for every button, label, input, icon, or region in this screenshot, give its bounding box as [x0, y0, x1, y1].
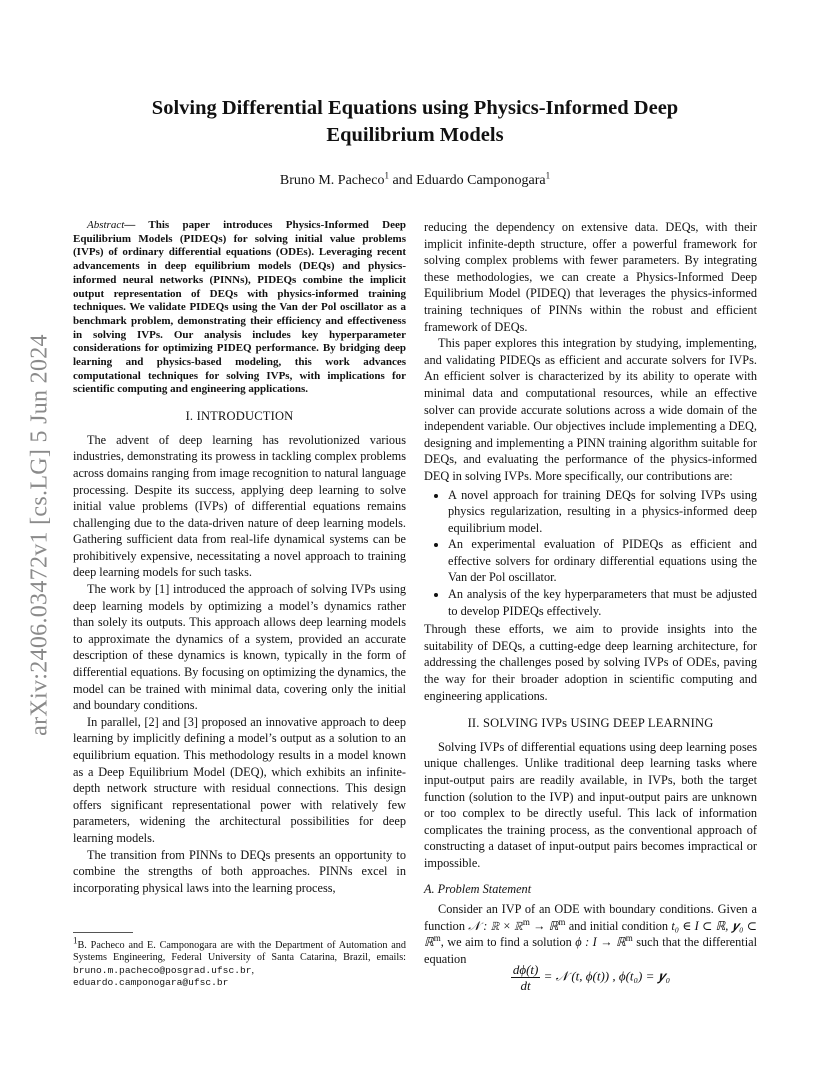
paragraph: This paper explores this integration by studying, implementing, and validating PIDEQs as efficient and accurate solvers for IVPs. An efficient solver is characterized by its ability to operate with minimal data and computational resources, while an effective solver can provide accurate solutions across a wide domain of the independent variable. Our objectives include implementing a DEQ, designing and implementing a PINN training algorithm suitable for DEQs, and evaluating the performance of the physics-informed DEQ in solving IVPs. More specifically, our contributions are: [424, 336, 757, 483]
footnote-rule [73, 932, 133, 933]
paper-title: Solving Differential Equations using Physics-Informed Deep Equilibrium Models [151, 97, 679, 146]
author-name: Eduardo Camponogara [416, 173, 546, 188]
text-run: Consider an IVP of an ODE with boundary conditions. Given a function [424, 902, 757, 933]
math-sup: m [522, 916, 530, 927]
math-inline: → ℝ [529, 918, 559, 933]
abstract [73, 219, 406, 397]
math-sup: m [625, 933, 633, 944]
list-item: • An analysis of the key hyperparameters that must be adjusted to develop PIDEQs effectively. [448, 586, 757, 619]
fraction [511, 962, 541, 993]
text-run: and initial condition [565, 918, 672, 933]
paragraph-intro-p4: The transition from PINNs to DEQs presents an opportunity to combine the strengths of both approaches. PINNs excel in incorporating physical laws into the learning process, [73, 847, 406, 895]
author-list [110, 170, 720, 189]
text-run: , we aim to find a solution [440, 935, 576, 950]
math-inline: 𝒩 : ℝ × ℝ [468, 918, 523, 933]
section-heading: II. SOLVING IVPs USING DEEP LEARNING [467, 716, 714, 731]
footnote-mark: 1 [73, 935, 78, 946]
paragraph-intro-p4-continued: reducing the dependency on extensive data. DEQs, with their implicit infinite-depth structure, offer a powerful framework for solving complex problems with fewer parameters. By integrating these methodologies, we can create a Physics-Informed Deep Equilibrium Model (PIDEQ) that leverages the physics-informed training techniques of PINNs within the robust and efficient framework of DEQs. [424, 220, 757, 334]
list-item: • A novel approach for training DEQs for solving IVPs using physics regularization, resulting in a physics-informed deep equilibrium model. [448, 487, 757, 537]
contribution-list [424, 487, 757, 620]
arxiv-identifier: arXiv:2406.03472v1 [cs.LG] 5 Jun 2024 [26, 334, 53, 736]
author-conjunction: and [388, 173, 417, 188]
paragraph [424, 901, 757, 967]
affiliation-mark: 1 [384, 170, 389, 181]
paragraph: The advent of deep learning has revolutionized various industries, demonstrating its prowess in tackling complex problems across domains ranging from image recognition to natural language processing. Despite its success, applying deep learning to solve initial value problems (IVPs) of differential equations remains challenging due to the data-driven nature of deep learning models. Gathering sufficient data from real-life dynamical systems can be prohibitively expensive, necessitating a novel approach to training deep learning models for such tasks. [73, 432, 406, 580]
abstract-label: Abstract [87, 219, 125, 231]
subsection-heading: A. Problem Statement [424, 881, 532, 896]
equation [424, 962, 757, 993]
math-sup: m [558, 916, 566, 927]
math-inline: ϕ : I → ℝ [575, 935, 626, 950]
email-link[interactable]: eduardo.camponogara@ufsc.br [73, 977, 229, 989]
fraction-denominator: dt [520, 978, 531, 993]
fraction-numerator: dϕ(t) [512, 962, 539, 977]
left-column [73, 219, 406, 896]
arxiv-sidebar [22, 300, 58, 770]
email-link[interactable]: bruno.m.pacheco@posgrad.ufsc.br [73, 964, 252, 976]
list-item: • An experimental evaluation of PIDEQs as efficient and effective solvers for ordinary differential equations using the Van der Pol oscillator. [448, 536, 757, 586]
footnote-text: B. Pacheco and E. Camponogara are with the Department of Automation and Systems Engineering, Federal University of Santa Catarina, Brazil, emails: [73, 940, 406, 964]
footnote-separator: , [251, 964, 255, 976]
right-column [424, 219, 757, 968]
paragraph: The work by [1] introduced the approach of solving IVPs using deep learning models by optimizing a model’s dynamics rather than solely its outputs. This approach allows deep learning models to approximate the dynamics of a system, provided an accurate description of these dynamics is known, typically in the form of differential equations. By focusing on optimizing the dynamics, the model can be trained with minimal data, covering only the initial and boundary conditions. [73, 582, 406, 713]
equation-rhs: = 𝒩 (t, ϕ(t)) , ϕ(t₀) = 𝒚₀ [540, 968, 671, 984]
paragraph: Solving IVPs of differential equations using deep learning poses unique challenges. Unlike traditional deep learning tasks where input-output pairs are readily available, in IVPs, both the target function (solution to the IVP) and input-output pairs are unknown or too complex to be directly useful. This lack of information complicates the training process, as the conventional approach of constructing a dataset of input-output pairs becomes impractical or impossible. [424, 739, 757, 870]
paragraph: Through these efforts, we aim to provide insights into the suitability of DEQs, a cutting-edge deep learning architecture, for addressing the challenges posed by solving IVPs of ODEs, paving the way for their broader adoption in scientific computing and engineering applications. [424, 622, 757, 703]
text-run: such that the differential equation [424, 935, 757, 966]
footnote [73, 935, 406, 990]
math-inline: t₀ ∈ I ⊂ ℝ, 𝒚₀ ⊂ ℝ [424, 918, 757, 950]
author-name: Bruno M. Pacheco [279, 173, 385, 188]
paragraph: In parallel, [2] and [3] proposed an innovative approach to deep learning by implicitly defining a model’s output as a solution to an equilibrium equation. This methodology results in a model known as a Deep Equilibrium Model (DEQ), which exhibits an infinite-depth network structure with residual connections. This design offers significant representational power with relatively few parameters, widening the architectural possibilities for deep learning models. [73, 714, 406, 845]
section-heading: I. INTRODUCTION [185, 409, 294, 424]
abstract-text: — This paper introduces Physics-Informed Deep Equilibrium Models (PIDEQs) for solving initial value problems (IVPs) of ordinary differential equations (ODEs). Leveraging recent advancements in deep equilibrium models (DEQs) and physics-informed neural networks (PINNs), PIDEQs combine the implicit output representation of DEQs with physics-informed training techniques. We validate PIDEQs using the Van der Pol oscillator as a benchmark problem, demonstrating their efficiency and effectiveness in solving IVPs. Our analysis includes key hyperparameter considerations for optimizing PIDEQ performance. By bridging deep learning and physics-based modeling, this work advances computational techniques for solving IVPs, with implications for scientific computing and engineering applications. [73, 219, 406, 396]
math-sup: m [433, 933, 441, 944]
affiliation-mark: 1 [545, 170, 551, 181]
